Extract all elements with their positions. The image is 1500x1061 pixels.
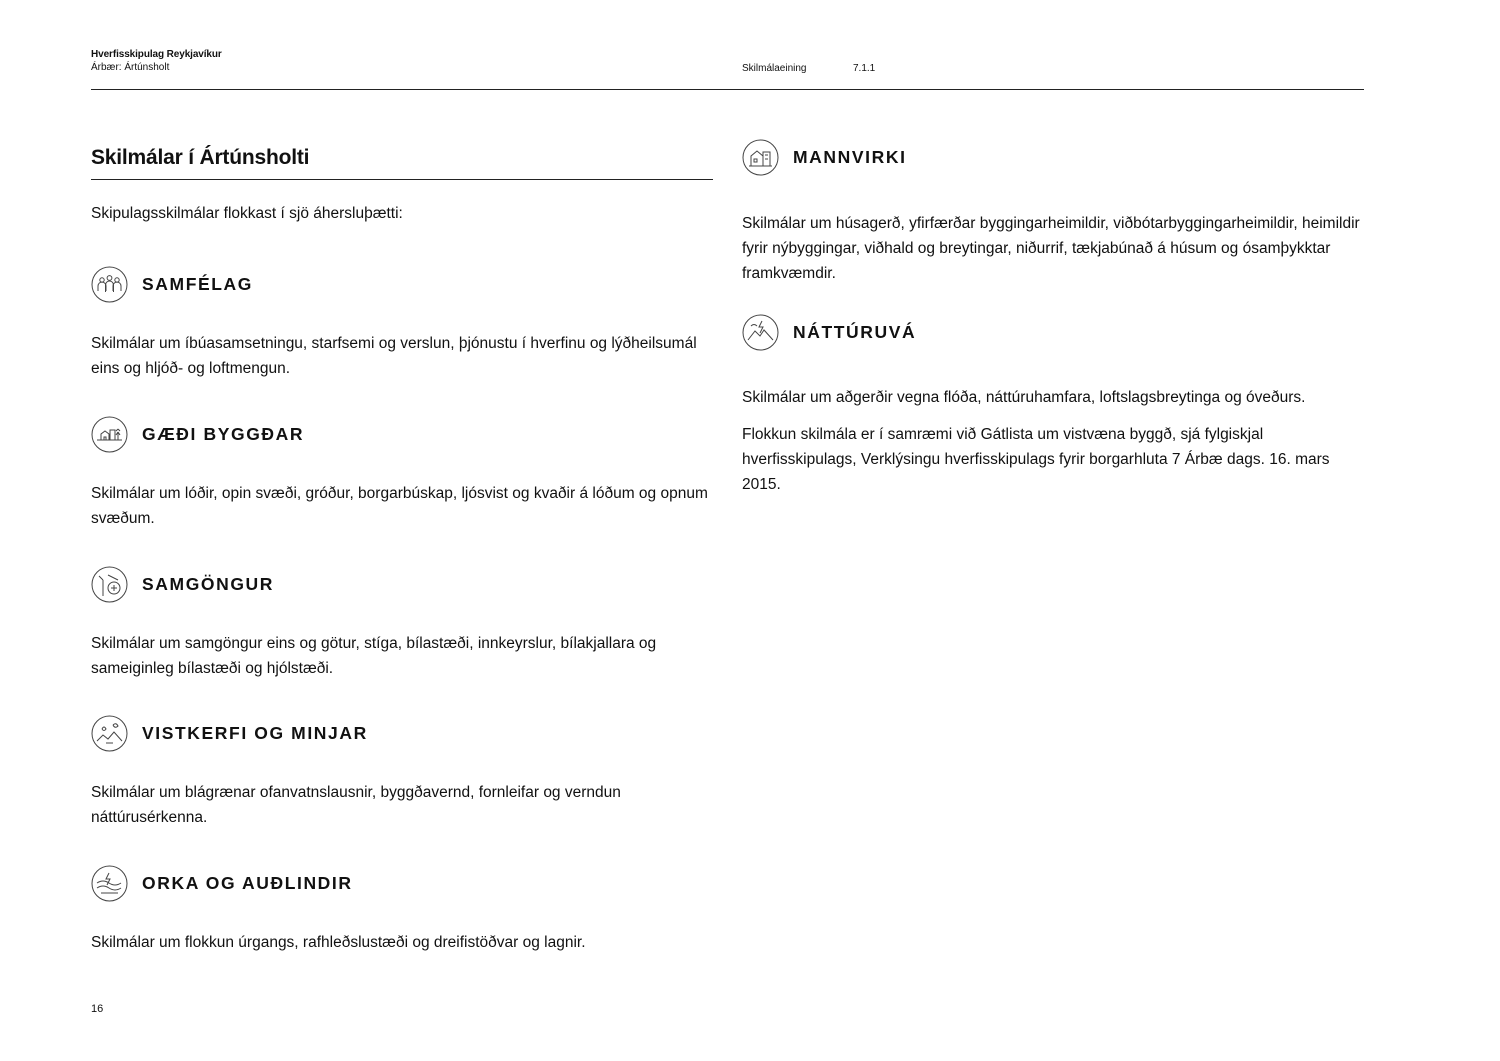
- category-description: Skilmálar um íbúasamsetningu, starfsemi og verslun, þjónustu í hverfinu og lýðheilsumál eins og hljóð- og loftmengun.: [91, 335, 697, 377]
- classification-note: Flokkun skilmála er í samræmi við Gátlista um vistvæna byggð, sjá fylgiskjal hverfisskipulags, Verklýsingu hverfisskipulags fyrir borgarhluta 7 Árbæ dags. 16. mars 2015.: [742, 426, 1330, 493]
- ecosystem-icon: [91, 715, 128, 752]
- category-title: GÆÐI BYGGÐAR: [142, 423, 305, 444]
- category-energy: [91, 864, 713, 955]
- category-ecosystem: [91, 714, 713, 830]
- category-title: NÁTTÚRUVÁ: [793, 321, 917, 342]
- transport-icon: [91, 566, 128, 603]
- category-description: Skilmálar um aðgerðir vegna flóða, náttúruhamfara, loftslagsbreytinga og óveðurs.: [742, 389, 1306, 406]
- community-icon: [91, 266, 128, 303]
- category-title: MANNVIRKI: [793, 146, 907, 167]
- natural-hazard-icon: [742, 314, 779, 351]
- built-quality-icon: [91, 416, 128, 453]
- category-description: Skilmálar um blágrænar ofanvatnslausnir, byggðavernd, fornleifar og verndun náttúrusérkenna.: [91, 784, 621, 826]
- category-description: Skilmálar um samgöngur eins og götur, stíga, bílastæði, innkeyrslur, bílakjallara og sameiginleg bílastæði og hjólstæði.: [91, 635, 657, 677]
- document-subtitle: Árbær: Ártúnsholt: [91, 62, 170, 73]
- category-transport: [91, 565, 713, 681]
- structures-icon: [742, 139, 779, 176]
- page-header: [91, 49, 1364, 90]
- category-built-quality: [91, 415, 713, 531]
- section-label: Skilmálaeining: [742, 63, 807, 74]
- category-community: [91, 265, 713, 381]
- intro-text: Skipulagsskilmálar flokkast í sjö áhersluþætti:: [91, 205, 403, 222]
- category-description: Skilmálar um lóðir, opin svæði, gróður, borgarbúskap, ljósvist og kvaðir á lóðum og opnum svæðum.: [91, 485, 708, 527]
- page-title: Skilmálar í Ártúnsholti: [91, 145, 713, 180]
- document-title: Hverfisskipulag Reykjavíkur: [91, 49, 222, 60]
- category-structures: [742, 138, 1372, 286]
- category-natural-hazard: [742, 313, 1372, 410]
- section-number: 7.1.1: [853, 63, 876, 74]
- left-column: [91, 145, 713, 951]
- category-title: SAMGÖNGUR: [142, 573, 275, 594]
- category-title: ORKA OG AUÐLINDIR: [142, 872, 353, 893]
- category-description: Skilmálar um húsagerð, yfirfærðar byggingarheimildir, viðbótarbyggingarheimildir, heimildir fyrir nýbyggingar, viðhald og breytingar, niðurrif, tækjabúnað á húsum og ósamþykktar framkvæmdir.: [742, 215, 1360, 282]
- energy-icon: [91, 865, 128, 902]
- category-description: Skilmálar um flokkun úrgangs, rafhleðslustæði og dreifistöðvar og lagnir.: [91, 934, 586, 951]
- page-number: 16: [91, 1003, 104, 1015]
- category-title: VISTKERFI OG MINJAR: [142, 722, 368, 743]
- category-title: SAMFÉLAG: [142, 273, 253, 294]
